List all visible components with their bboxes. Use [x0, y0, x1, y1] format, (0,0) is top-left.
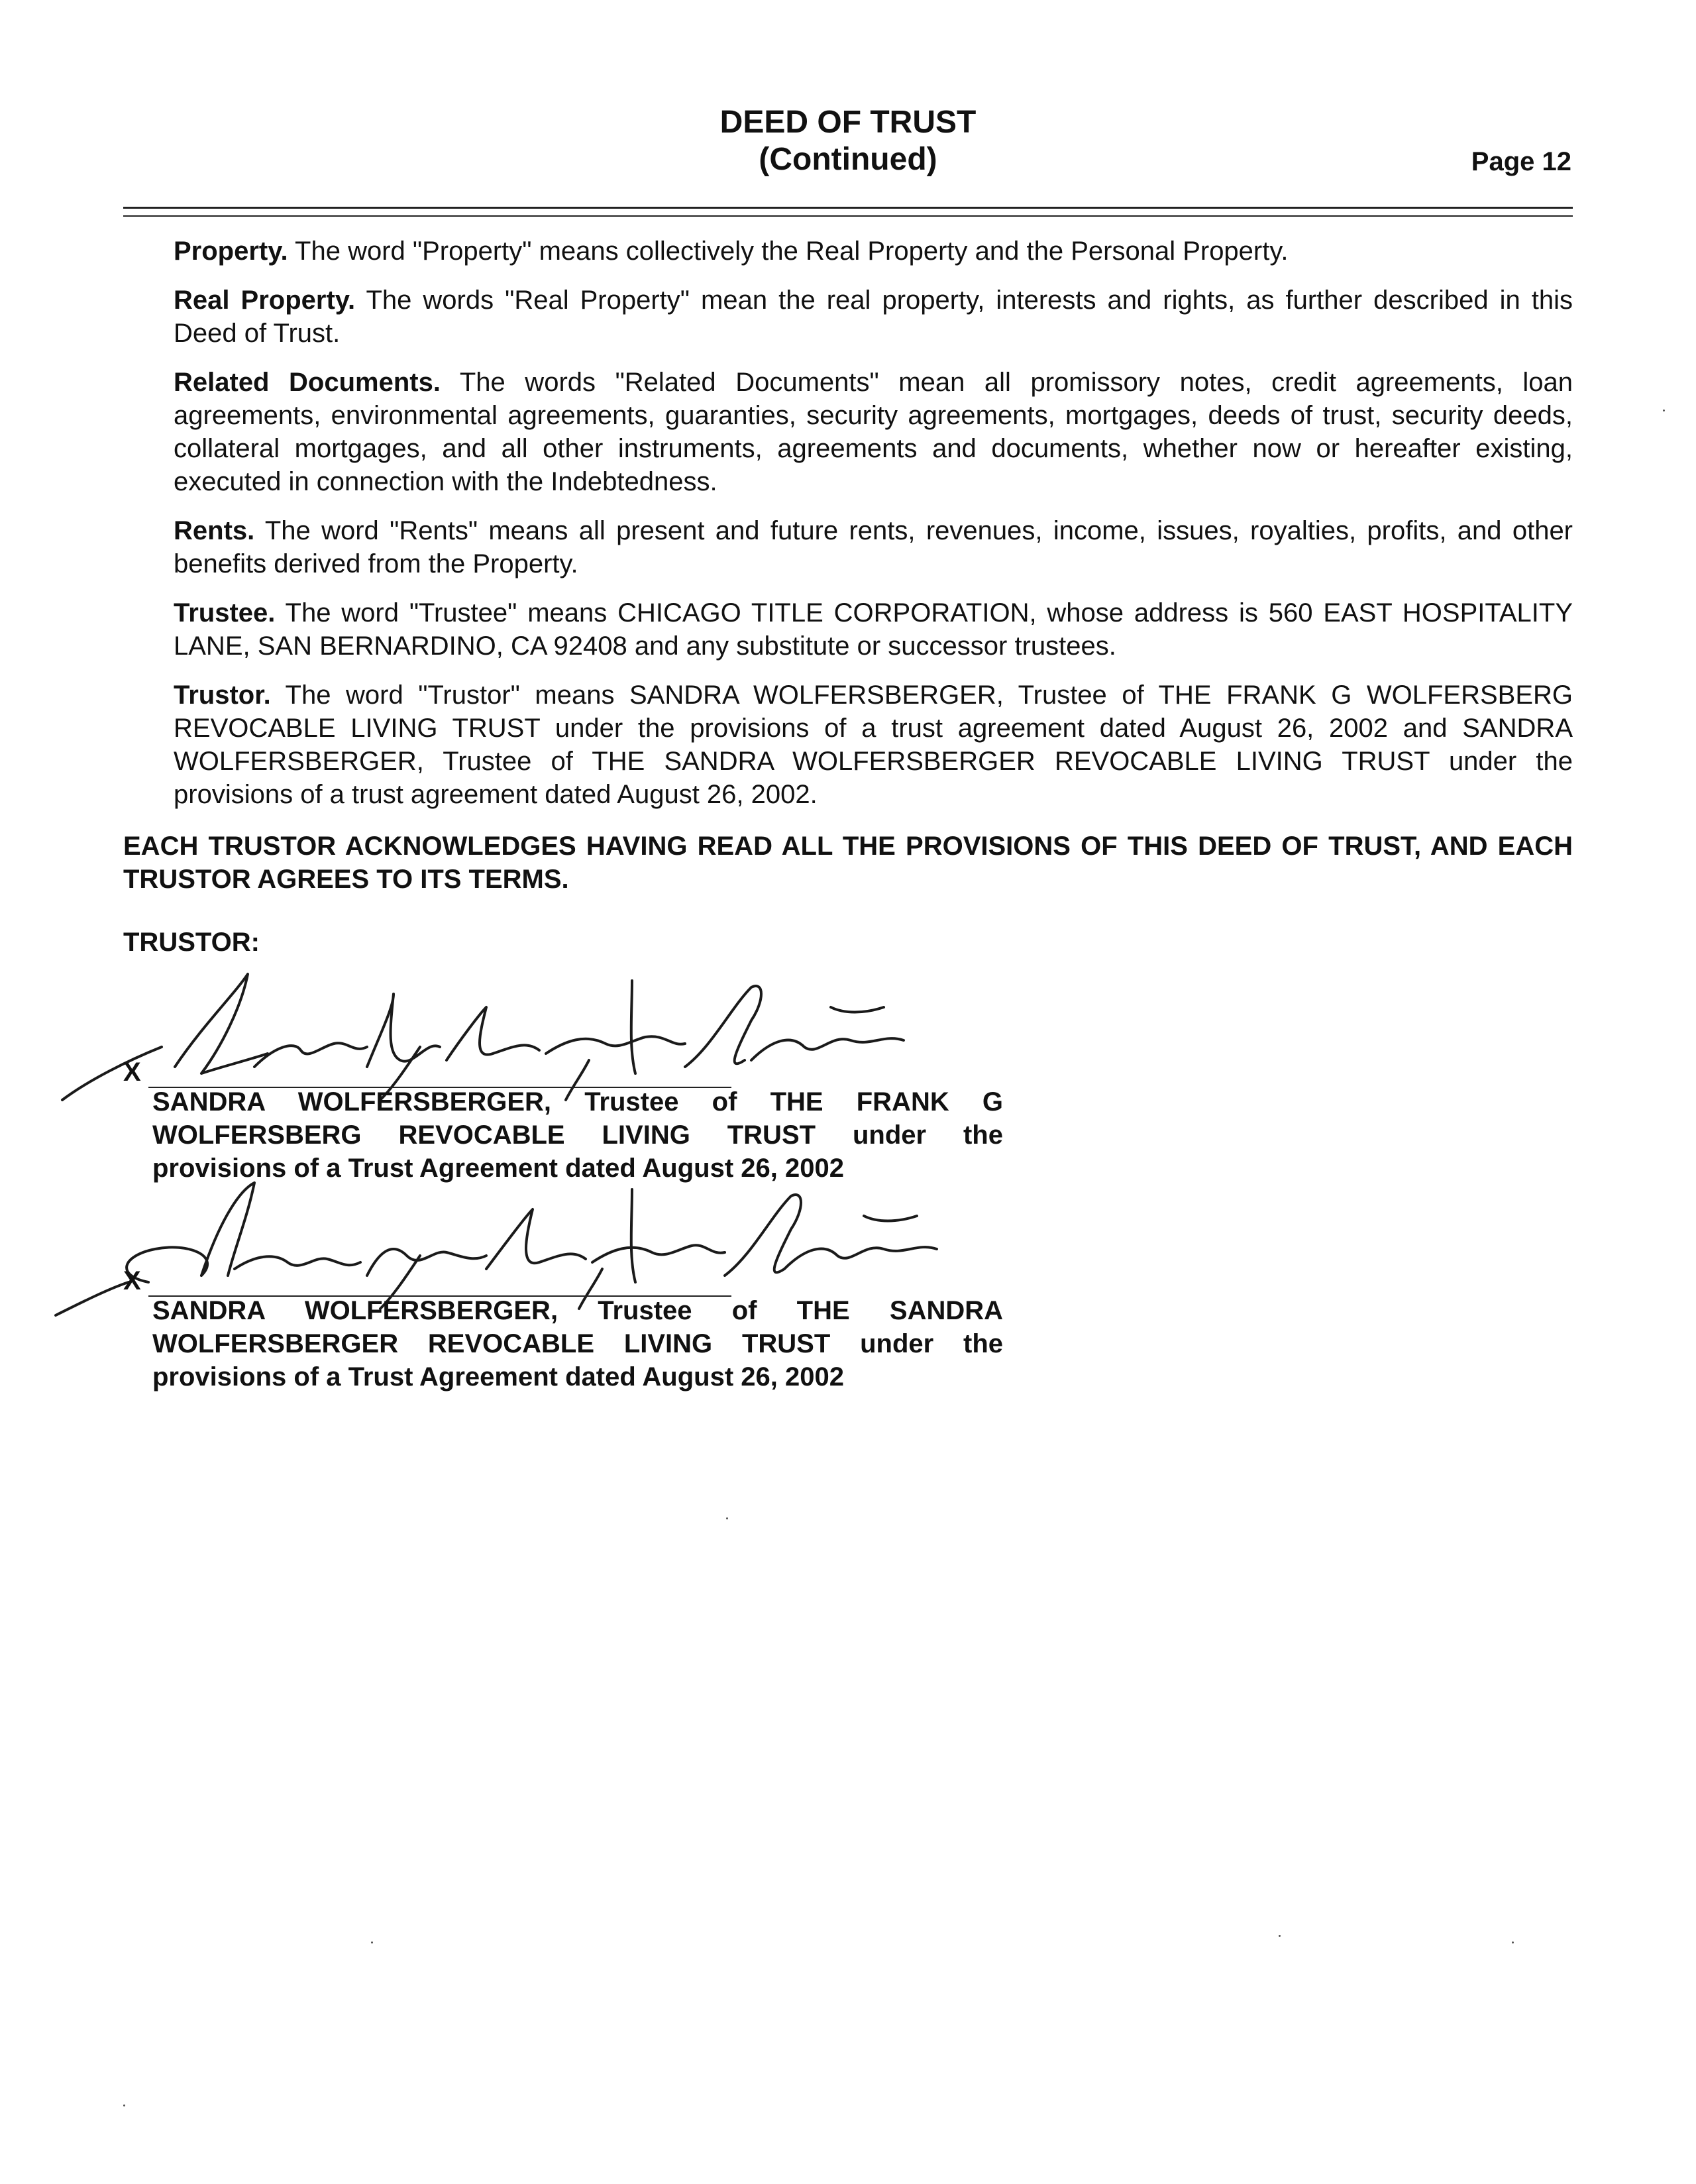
signatory-description	[152, 1085, 1003, 1185]
definition-text: The word "Trustee" means CHICAGO TITLE CORPORATION, whose address is 560 EAST HOSPITALITY LANE, SAN BERNARDINO, CA 92408 and any substitute or successor trustees.	[174, 598, 1573, 661]
signatory-line-1-text: SANDRA WOLFERSBERGER, Trustee of THE SANDRA	[152, 1296, 1003, 1325]
definition-term: Related Documents.	[174, 368, 441, 397]
definitions-section	[174, 235, 1573, 827]
definition-text: The words "Real Property" mean the real property, interests and rights, as further described in this Deed of Trust.	[174, 286, 1573, 348]
signatory-description	[152, 1294, 1003, 1393]
definition-text: The word "Trustor" means SANDRA WOLFERSBERGER, Trustee of THE FRANK G WOLFERSBERG REVOCABLE LIVING TRUST under the provisions of a trust agreement dated August 26, 2002 and SANDRA WOLFERSBERGER, Trustee of THE SANDRA WOLFERSBERGER REVOCABLE LIVING TRUST under the provisions of a trust agreement dated August 26, 2002.	[174, 681, 1573, 809]
definition-real-property	[174, 284, 1573, 350]
definition-term: Rents.	[174, 516, 255, 545]
signature-x-mark: X	[123, 1266, 141, 1295]
definition-related-documents	[174, 366, 1573, 498]
definition-term: Trustee.	[174, 598, 276, 628]
scan-speck	[123, 2104, 125, 2106]
scan-speck	[1512, 1941, 1514, 1943]
definition-text: The word "Property" means collectively the Real Property and the Personal Property.	[295, 237, 1289, 266]
definition-term: Trustor.	[174, 681, 271, 710]
signatory-line-2-text: WOLFERSBERGER REVOCABLE LIVING TRUST under the	[152, 1329, 1003, 1358]
definition-text: The word "Rents" means all present and future rents, revenues, income, issues, royalties, profits, and other benefits derived from the Property.	[174, 516, 1573, 578]
document-title: DEED OF TRUST	[719, 105, 977, 140]
signature-x-mark: X	[123, 1058, 141, 1087]
scan-speck	[1279, 1935, 1281, 1937]
signatory-line-3: provisions of a Trust Agreement dated August 26, 2002	[152, 1154, 844, 1183]
page-number: Page 12	[1471, 147, 1571, 176]
definition-term: Real Property.	[174, 286, 356, 315]
document-subtitle: (Continued)	[759, 142, 937, 177]
definition-text: The words "Related Documents" mean all promissory notes, credit agreements, loan agreements, environmental agreements, guaranties, security agreements, mortgages, deeds of trust, security deeds, collateral mortgages, and all other instruments, agreements and documents, whether now or hereafter existing, executed in connection with the Indebtedness.	[174, 368, 1573, 496]
definition-property	[174, 235, 1573, 268]
signatory-line-1	[152, 1085, 1003, 1119]
definition-trustee	[174, 596, 1573, 663]
definition-term: Property.	[174, 237, 288, 266]
signatory-line-1-text: SANDRA WOLFERSBERGER, Trustee of THE FRANK G	[152, 1087, 1003, 1117]
definition-rents	[174, 514, 1573, 580]
header-rule-top	[123, 207, 1573, 209]
signatory-line-2	[152, 1327, 1003, 1360]
signatory-line-1	[152, 1294, 1003, 1327]
definition-trustor	[174, 679, 1573, 811]
signatory-line-3: provisions of a Trust Agreement dated August 26, 2002	[152, 1362, 844, 1392]
trustor-label: TRUSTOR:	[123, 928, 260, 957]
header-rule-bottom	[123, 215, 1573, 217]
scan-speck	[1663, 410, 1665, 411]
acknowledgment-statement: EACH TRUSTOR ACKNOWLEDGES HAVING READ ALL THE PROVISIONS OF THIS DEED OF TRUST, AND EACH TRUSTOR AGREES TO ITS TERMS.	[123, 832, 1573, 894]
signatory-line-2-text: WOLFERSBERG REVOCABLE LIVING TRUST under the	[152, 1120, 1003, 1150]
signatory-line-2	[152, 1119, 1003, 1152]
scan-speck	[726, 1517, 728, 1519]
scan-speck	[371, 1941, 373, 1943]
